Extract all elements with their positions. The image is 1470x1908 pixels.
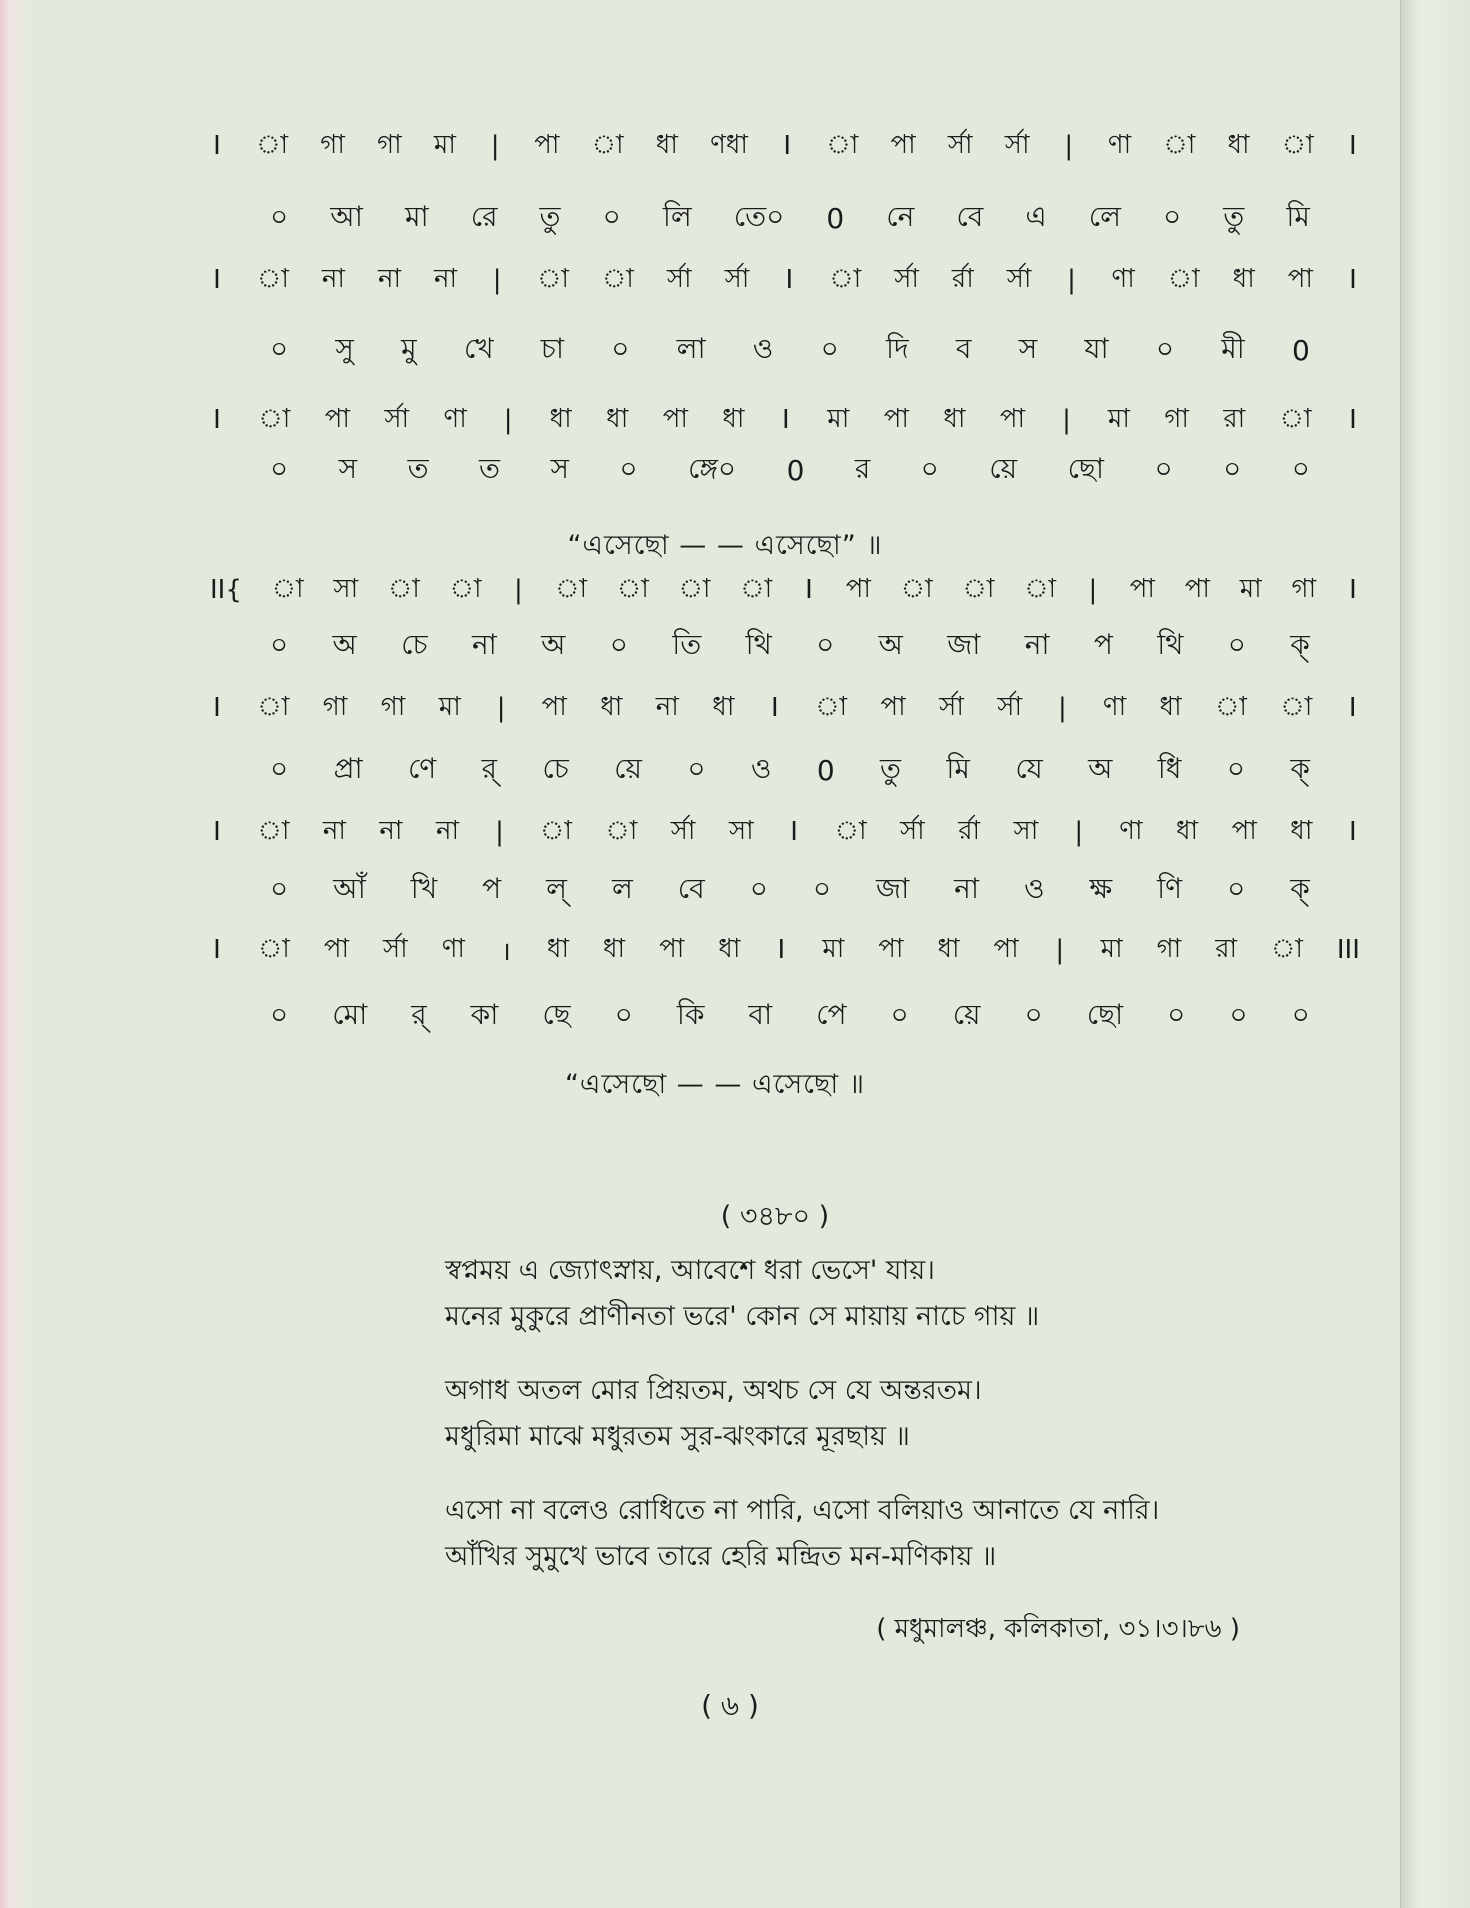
swara-note: | [496, 693, 506, 723]
swara-note: া [258, 404, 291, 434]
lyric-syllable: ক্ষ [1089, 871, 1113, 905]
swara-note: া [256, 130, 289, 160]
swara-note: | [1062, 405, 1071, 435]
lyric-syllable: 0 [786, 453, 805, 487]
swara-note: না [377, 264, 402, 294]
swara-note: পা [890, 130, 916, 160]
lyric-syllable: কা [470, 997, 499, 1031]
swara-note: | [1067, 265, 1076, 295]
swara-note: র্রা [958, 816, 981, 846]
swara-note: া [678, 574, 711, 604]
lyric-syllable: ০ [602, 199, 621, 233]
swara-note: গা [322, 692, 348, 722]
lyric-syllable: ণি [1157, 871, 1183, 905]
lyric-syllable: য়ে [952, 997, 981, 1031]
swara-note: পা [883, 404, 909, 434]
swara-note: পা [323, 934, 350, 964]
swara-row [210, 810, 1360, 854]
swara-note: র্সা [666, 264, 692, 294]
swara-note: না [435, 816, 460, 846]
lyric-syllable: মি [1286, 199, 1310, 233]
lyric-line: মধুরিমা মাঝে মধুরতম সুর-ঝংকারে মূরছায় ॥ [445, 1421, 910, 1452]
swara-note: া [449, 574, 482, 604]
lyric-syllable: ০ [890, 997, 909, 1031]
swara-note: র্সা [894, 264, 919, 294]
swara-note: া [834, 816, 867, 846]
swara-note: না [321, 264, 345, 294]
swara-note: র্সা [1004, 130, 1030, 160]
swara-note: ধা [1290, 816, 1313, 846]
swara-note: র্সা [383, 934, 408, 964]
lyric-syllable: ছে [542, 997, 571, 1031]
swara-note: পা [993, 934, 1019, 964]
swara-note: া [539, 816, 572, 846]
composition-place-date: ( মধুমালঞ্চ, কলিকাতা, ৩১।৩।৮৬ ) [876, 1614, 1240, 1644]
lyric-syllable: ল [611, 871, 633, 905]
lyric-syllable: মি [946, 751, 970, 785]
lyric-syllable: সু [335, 331, 354, 365]
stanza-gap [445, 1460, 1345, 1488]
swara-note: | [513, 575, 523, 605]
lyric-syllable: ০ [687, 751, 706, 785]
lyric-syllable: ০ [270, 331, 289, 365]
swara-note: III [1336, 935, 1360, 965]
lyric-syllable: ছো [1086, 997, 1124, 1031]
lyric-syllable: প [482, 871, 502, 905]
swara-note: া [257, 934, 290, 964]
lyric-syllable-row [270, 448, 1310, 492]
swara-row [210, 686, 1360, 730]
lyric-syllable: প [1093, 627, 1113, 661]
lyric-syllable: ক্ [1290, 871, 1310, 905]
lyric-syllable: না [471, 627, 497, 661]
refrain-line: “এসেছো — — এসেছো” ॥ [567, 530, 883, 561]
lyric-syllable: লে [1088, 199, 1121, 233]
lyric-syllable: ০ [749, 871, 768, 905]
swara-note: I [805, 575, 813, 605]
lyric-syllable-row [270, 994, 1310, 1038]
swara-note: র্সা [384, 404, 410, 434]
lyric-line: মনের মুকুরে প্রাণীনতা ভরে' কোন সে মায়ায় নাচে গায় ॥ [445, 1301, 1040, 1332]
swara-note: রা [1223, 404, 1246, 434]
swara-note: ধা [1227, 130, 1250, 160]
lyric-syllable: অ [878, 627, 903, 661]
lyric-syllable: য়ে [614, 751, 643, 785]
lyric-syllable: ০ [270, 871, 289, 905]
swara-row [210, 124, 1360, 168]
swara-note: ধা [600, 692, 623, 722]
lyric-syllable: ও [750, 751, 772, 785]
lyric-syllable-row [270, 868, 1310, 912]
lyric-syllable: মা [404, 199, 429, 233]
swara-row [210, 258, 1360, 302]
swara-note: I [783, 131, 791, 161]
swara-note: না [379, 816, 403, 846]
swara-note: ণা [1111, 264, 1135, 294]
lyric-syllable: পে [816, 997, 847, 1031]
swara-note: I [1349, 131, 1357, 161]
swara-note: া [537, 264, 569, 294]
swara-note: পা [845, 574, 871, 604]
swara-note: া [1271, 934, 1303, 964]
swara-note: ণা [1102, 692, 1127, 722]
swara-note: ধা [943, 404, 966, 434]
swara-note: রা [1215, 934, 1238, 964]
swara-note: পা [1287, 264, 1313, 294]
lyric-syllable: ০ [619, 451, 638, 485]
swara-note: সা [1013, 816, 1039, 846]
swara-note: I [782, 405, 790, 435]
lyric-syllable: নে [886, 199, 915, 233]
swara-note: গা [1156, 934, 1182, 964]
lyric-syllable: এ [1025, 199, 1047, 233]
swara-note: া [1281, 130, 1314, 160]
lyric-syllable: ০ [816, 627, 835, 661]
swara-note: গা [320, 130, 345, 160]
swara-note: I [213, 131, 221, 161]
lyric-syllable: তি [672, 627, 702, 661]
lyric-syllable-row [270, 196, 1310, 240]
swara-note: র্সা [724, 264, 750, 294]
lyric-line: এসো না বলেও রোধিতে না পারি, এসো বলিয়াও আনাতে যে নারি। [445, 1495, 1160, 1526]
swara-note: ণা [441, 934, 465, 964]
swara-note: | [492, 265, 502, 295]
swara-note: া [601, 264, 634, 294]
swara-note: র্সা [1006, 264, 1032, 294]
swara-note: মা [827, 404, 850, 434]
lyric-syllable: খে [463, 331, 494, 365]
swara-note: I [785, 265, 794, 295]
swara-note: সা [333, 574, 359, 604]
swara-note: মা [438, 692, 461, 722]
lyric-syllable: না [954, 871, 979, 905]
song-lyrics [445, 1248, 1345, 1580]
lyric-syllable: ০ [1024, 997, 1043, 1031]
swara-note: া [616, 574, 649, 604]
swara-note: ণা [443, 404, 467, 434]
swara-note: ণধা [710, 130, 748, 160]
swara-note: পা [1231, 816, 1257, 846]
lyric-syllable: দি [885, 331, 909, 365]
swara-note: ধা [549, 404, 572, 434]
swara-row [210, 398, 1360, 442]
swara-note: র্সা [997, 692, 1023, 722]
swara-note: পা [999, 404, 1026, 434]
swara-note: া [257, 816, 290, 846]
swara-note: া [1215, 692, 1247, 722]
swara-note: র্সা [947, 130, 973, 160]
lyric-syllable: কি [676, 997, 705, 1031]
swara-note: I [213, 935, 221, 965]
swara-note: মা [1239, 574, 1262, 604]
swara-note: পা [659, 934, 685, 964]
swara-note: | [1074, 817, 1084, 847]
lyric-syllable: ০ [609, 627, 628, 661]
swara-note: পা [878, 934, 904, 964]
swara-note: া [555, 574, 588, 604]
swara-note: I [770, 693, 779, 723]
song-number: ( ৩৪৮০ ) [720, 1201, 830, 1232]
swara-note: | [1058, 693, 1067, 723]
lyric-syllable: থি [745, 627, 772, 661]
lyric-syllable: ০ [820, 331, 839, 365]
swara-note: পা [324, 404, 350, 434]
swara-note: া [1024, 574, 1057, 604]
lyric-syllable: ০ [1291, 451, 1310, 485]
lyric-syllable: থি [1157, 627, 1184, 661]
lyric-syllable: তু [880, 751, 902, 785]
swara-note: ধা [937, 934, 960, 964]
swara-note: া [1167, 264, 1200, 294]
swara-note: I [1349, 405, 1357, 435]
lyric-syllable: ০ [270, 199, 289, 233]
swara-row [210, 568, 1360, 612]
swara-note: পা [662, 404, 688, 434]
lyric-syllable: ০ [1291, 997, 1310, 1031]
swara-note: মা [822, 934, 845, 964]
swara-note: পা [1184, 574, 1210, 604]
lyric-syllable: না [1024, 627, 1050, 661]
lyric-syllable: অ [541, 627, 566, 661]
lyric-syllable: আঁ [333, 871, 366, 905]
swara-note: া [591, 130, 624, 160]
lyric-syllable: আ [330, 199, 363, 233]
swara-note: ধা [546, 934, 570, 964]
lyric-syllable: ০ [1155, 331, 1175, 365]
swara-note: পা [541, 692, 567, 722]
lyric-line: আঁখির সুমুখে ভাবে তারে হেরি মন্দ্রিত মন-মণিকায় ॥ [445, 1541, 997, 1572]
swara-note: I [790, 817, 798, 847]
swara-note: া [900, 574, 933, 604]
lyric-syllable: তু [539, 199, 561, 233]
lyric-syllable: স [1018, 331, 1038, 365]
lyric-syllable-row [270, 328, 1310, 372]
swara-note: র্সা [900, 816, 925, 846]
swara-note: া [387, 574, 420, 604]
lyric-syllable: 0 [1291, 333, 1310, 367]
lyric-syllable: যা [1084, 331, 1109, 365]
lyric-syllable: মী [1221, 331, 1245, 365]
swara-note: II{ [210, 575, 242, 605]
swara-note: | [1088, 575, 1098, 605]
swara-note: না [655, 692, 679, 722]
swara-note: ণা [1119, 816, 1143, 846]
swara-note: I [213, 265, 221, 295]
lyric-syllable: র [854, 451, 871, 485]
lyric-syllable: ০ [1163, 199, 1182, 233]
swara-note: া [271, 574, 304, 604]
swara-note: মা [433, 130, 456, 160]
swara-note: ধা [1159, 692, 1182, 722]
lyric-syllable: যে [1015, 751, 1043, 785]
lyric-syllable: স [550, 451, 569, 485]
lyric-syllable: অ [332, 627, 357, 661]
lyric-syllable: র্ [481, 751, 497, 785]
lyric-syllable: য়ে [989, 451, 1018, 485]
swara-note: I [213, 817, 221, 847]
swara-note: গা [377, 130, 402, 160]
swara-note: া [257, 264, 289, 294]
swara-note: | [1055, 935, 1065, 965]
stanza-gap [445, 1340, 1345, 1368]
lyric-syllable: ও [1023, 871, 1045, 905]
lyric-syllable: তে০ [733, 199, 785, 233]
lyric-syllable: জা [876, 871, 910, 905]
lyric-syllable: ০ [1154, 451, 1173, 485]
swara-note: | [503, 405, 513, 435]
lyric-syllable: ছো [1067, 451, 1105, 485]
swara-note: র্সা [670, 816, 696, 846]
swara-note: া [257, 692, 290, 722]
swara-note: না [434, 264, 458, 294]
lyric-syllable: 0 [826, 201, 845, 235]
swara-note: মা [1107, 404, 1130, 434]
swara-note: I [213, 693, 221, 723]
swara-note: গা [1291, 574, 1317, 604]
lyric-syllable: ০ [1229, 997, 1248, 1031]
swara-note: া [815, 692, 848, 722]
swara-note: গা [1164, 404, 1189, 434]
lyric-syllable: ০ [270, 751, 289, 785]
swara-note: ধা [712, 692, 735, 722]
lyric-syllable: চা [540, 331, 565, 365]
lyric-syllable: 0 [816, 753, 835, 787]
swara-note: া [829, 264, 862, 294]
lyric-syllable: র্ [411, 997, 427, 1031]
lyric-syllable: রে [470, 199, 498, 233]
swara-note: ধা [602, 934, 626, 964]
swara-note: া [1163, 130, 1196, 160]
swara-note: পা [534, 130, 560, 160]
swara-note: | [495, 817, 504, 847]
swara-note: া [1280, 692, 1313, 722]
lyric-syllable: ত [479, 451, 501, 485]
lyric-syllable: মু [401, 331, 417, 365]
lyric-syllable: খি [410, 871, 438, 905]
lyric-syllable: চে [401, 627, 428, 661]
swara-note: পা [880, 692, 906, 722]
swara-note: | [1064, 131, 1074, 161]
lyric-syllable: তু [1223, 199, 1245, 233]
lyric-syllable: চে [542, 751, 569, 785]
lyric-syllable: ০ [614, 997, 633, 1031]
page-number: ( ৬ ) [701, 1689, 759, 1722]
lyric-line: স্বপ্নময় এ জ্যোৎস্নায়, আবেশে ধরা ভেসে' যায়। [445, 1255, 935, 1286]
lyric-syllable: ০ [1227, 871, 1246, 905]
lyric-syllable: ০ [1223, 451, 1242, 485]
swara-note: ধা [718, 934, 741, 964]
swara-note: া [826, 130, 859, 160]
swara-note: া [740, 574, 773, 604]
lyric-syllable-row [270, 748, 1310, 792]
lyric-syllable: ০ [812, 871, 832, 905]
swara-note: মা [1100, 934, 1123, 964]
swara-note: া [1279, 404, 1312, 434]
lyric-syllable: ক্ [1290, 627, 1310, 661]
swara-note: গা [380, 692, 406, 722]
lyric-syllable: বা [748, 997, 773, 1031]
swara-note: I [1349, 817, 1357, 847]
lyric-syllable: বে [956, 199, 984, 233]
lyric-syllable: ণে [407, 751, 437, 785]
lyric-syllable: ব [955, 331, 972, 365]
swara-note: ণা [1107, 130, 1132, 160]
swara-row [210, 928, 1360, 972]
swara-note: I [213, 405, 221, 435]
lyric-syllable: ০ [270, 451, 289, 485]
swara-note: I [777, 935, 786, 965]
lyric-syllable: ক্ [1290, 751, 1310, 785]
refrain-line: “এসেছো — — এসেছো ॥ [564, 1069, 866, 1100]
lyric-syllable-row [270, 624, 1310, 668]
lyric-syllable: মো [332, 997, 368, 1031]
lyric-syllable: ০ [270, 627, 289, 661]
swara-note: I [1348, 693, 1357, 723]
lyric-syllable: ০ [1227, 627, 1246, 661]
swara-note: র্রা [951, 264, 974, 294]
lyric-syllable: জা [947, 627, 981, 661]
lyric-syllable: ধি [1157, 751, 1182, 785]
lyric-syllable: ০ [611, 331, 630, 365]
swara-note: ধা [1232, 264, 1255, 294]
lyric-syllable: বে [677, 871, 705, 905]
lyric-syllable: ঙ্গে০ [688, 451, 737, 485]
lyric-syllable: ০ [1226, 751, 1246, 785]
lyric-syllable: ০ [920, 451, 939, 485]
swara-note: | [490, 131, 500, 161]
swara-note: া [605, 816, 638, 846]
lyric-syllable: ও [752, 331, 774, 365]
lyric-syllable: ০ [270, 997, 289, 1031]
swara-note: । [500, 937, 511, 967]
lyric-syllable: ল্ [546, 871, 567, 905]
lyric-syllable: লি [662, 199, 692, 233]
swara-note: র্সা [939, 692, 964, 722]
swara-note: া [962, 574, 995, 604]
swara-note: না [322, 816, 346, 846]
lyric-syllable: স [338, 451, 358, 485]
lyric-syllable: অ [1088, 751, 1113, 785]
swara-note: সা [728, 816, 754, 846]
swara-note: ধা [655, 130, 678, 160]
swara-note: ধা [1175, 816, 1199, 846]
swara-note: I [1349, 265, 1357, 295]
lyric-syllable: ০ [1167, 997, 1186, 1031]
lyric-syllable: প্রা [333, 751, 363, 785]
swara-note: ধা [722, 404, 745, 434]
lyric-syllable: লা [676, 331, 706, 365]
swara-note: I [1349, 575, 1357, 605]
lyric-line: অগাধ অতল মোর প্রিয়তম, অথচ সে যে অন্তরতম। [445, 1375, 982, 1406]
swara-note: পা [1129, 574, 1155, 604]
swara-note: ধা [606, 404, 629, 434]
lyric-syllable: ত [407, 451, 429, 485]
page-binding-edge [1400, 0, 1470, 1908]
